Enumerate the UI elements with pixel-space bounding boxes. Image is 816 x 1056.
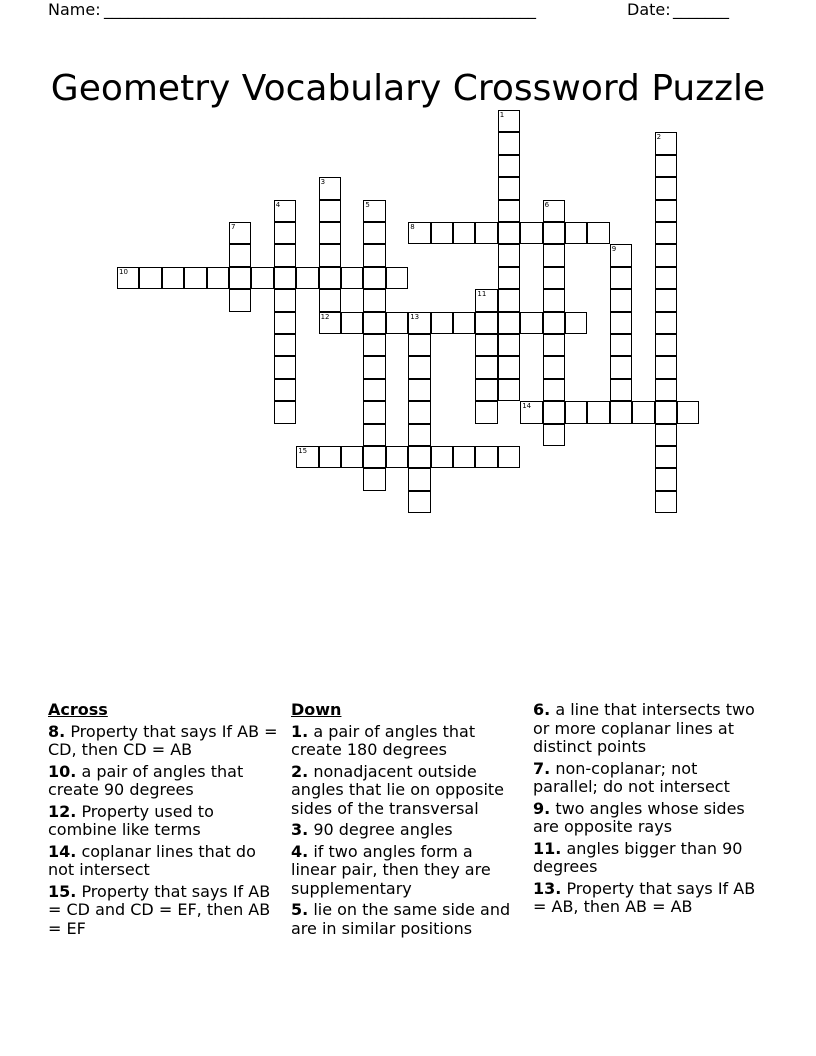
grid-cell[interactable] bbox=[408, 424, 430, 446]
grid-cell-number: 6 bbox=[544, 200, 550, 209]
grid-cell-number: 1 bbox=[499, 111, 505, 119]
clue-number: 6. bbox=[533, 700, 551, 719]
grid-cell[interactable] bbox=[520, 222, 542, 244]
down-clues-continued bbox=[533, 701, 765, 920]
down-clues bbox=[291, 701, 523, 941]
grid-cell[interactable] bbox=[341, 267, 363, 289]
clue-text: Property that says If AB = AB, then AB = AB bbox=[533, 878, 756, 916]
grid-cell[interactable] bbox=[498, 334, 520, 356]
grid-cell[interactable] bbox=[274, 356, 296, 378]
grid-cell[interactable] bbox=[431, 446, 453, 468]
grid-cell[interactable] bbox=[274, 334, 296, 356]
grid-cell[interactable] bbox=[610, 401, 632, 423]
grid-cell[interactable] bbox=[408, 446, 430, 468]
grid-cell[interactable] bbox=[453, 446, 475, 468]
grid-cell[interactable] bbox=[498, 244, 520, 266]
grid-cell[interactable] bbox=[498, 132, 520, 154]
grid-cell[interactable] bbox=[408, 222, 430, 244]
clue-item bbox=[291, 901, 523, 938]
grid-cell[interactable] bbox=[207, 267, 229, 289]
grid-cell[interactable] bbox=[319, 267, 341, 289]
grid-cell[interactable] bbox=[655, 312, 677, 334]
grid-cell[interactable] bbox=[543, 312, 565, 334]
grid-cell[interactable] bbox=[319, 244, 341, 266]
clue-item bbox=[533, 840, 765, 877]
grid-cell-number: 2 bbox=[656, 133, 662, 142]
grid-cell-number: 14 bbox=[522, 402, 532, 411]
clue-text: nonadjacent outside angles that lie on opposite sides of the transversal bbox=[291, 761, 505, 818]
grid-cell[interactable] bbox=[229, 267, 251, 289]
grid-cell[interactable] bbox=[341, 312, 363, 334]
grid-cell[interactable] bbox=[655, 424, 677, 446]
grid-cell[interactable] bbox=[408, 379, 430, 401]
clue-item bbox=[48, 803, 280, 840]
clue-number: 9. bbox=[533, 798, 551, 818]
grid-cell-number: 12 bbox=[320, 312, 330, 321]
grid-cell[interactable] bbox=[363, 401, 385, 423]
grid-cell[interactable] bbox=[475, 379, 497, 401]
grid-cell[interactable] bbox=[319, 177, 341, 199]
grid-cell[interactable] bbox=[543, 289, 565, 311]
grid-cell[interactable] bbox=[475, 446, 497, 468]
grid-cell[interactable] bbox=[386, 267, 408, 289]
grid-cell[interactable] bbox=[475, 289, 497, 311]
grid-cell[interactable] bbox=[610, 244, 632, 266]
grid-cell[interactable] bbox=[610, 334, 632, 356]
grid-cell[interactable] bbox=[408, 312, 430, 334]
clue-text: non-coplanar; not parallel; do not intersect bbox=[533, 758, 730, 796]
grid-cell[interactable] bbox=[229, 244, 251, 266]
grid-cell[interactable] bbox=[587, 222, 609, 244]
clue-text: 90 degree angles bbox=[313, 820, 453, 839]
grid-cell[interactable] bbox=[296, 446, 318, 468]
clue-text: Property that says If AB = CD, then CD = AB bbox=[48, 721, 278, 759]
grid-cell[interactable] bbox=[498, 312, 520, 334]
clue-text: a pair of angles that create 180 degrees bbox=[291, 721, 476, 759]
grid-cell[interactable] bbox=[610, 289, 632, 311]
puzzle-title: Geometry Vocabulary Crossword Puzzle bbox=[50, 68, 766, 110]
grid-cell[interactable] bbox=[520, 312, 542, 334]
grid-cell[interactable] bbox=[610, 267, 632, 289]
grid-cell[interactable] bbox=[475, 222, 497, 244]
grid-cell[interactable] bbox=[139, 267, 161, 289]
grid-cell[interactable] bbox=[229, 289, 251, 311]
clue-item bbox=[48, 843, 280, 880]
clue-number: 7. bbox=[533, 758, 551, 778]
clue-item bbox=[291, 843, 523, 899]
grid-cell[interactable] bbox=[610, 312, 632, 334]
grid-cell[interactable] bbox=[386, 446, 408, 468]
grid-cell[interactable] bbox=[274, 200, 296, 222]
grid-cell[interactable] bbox=[274, 267, 296, 289]
grid-cell[interactable] bbox=[274, 244, 296, 266]
grid-cell[interactable] bbox=[520, 401, 542, 423]
clue-number: 4. bbox=[291, 841, 309, 861]
grid-cell[interactable] bbox=[543, 379, 565, 401]
clue-item bbox=[533, 701, 765, 757]
grid-cell[interactable] bbox=[453, 222, 475, 244]
grid-cell[interactable] bbox=[655, 155, 677, 177]
grid-cell[interactable] bbox=[274, 289, 296, 311]
grid-cell[interactable] bbox=[475, 401, 497, 423]
grid-cell-number: 9 bbox=[611, 245, 617, 254]
grid-cell[interactable] bbox=[408, 468, 430, 490]
grid-cell[interactable] bbox=[296, 267, 318, 289]
grid-cell-number: 8 bbox=[410, 223, 415, 231]
grid-cell[interactable] bbox=[655, 379, 677, 401]
grid-cell[interactable] bbox=[386, 312, 408, 334]
grid-cell[interactable] bbox=[498, 356, 520, 378]
name-blank: ______________________________________________________ bbox=[104, 0, 536, 19]
grid-cell[interactable] bbox=[498, 222, 520, 244]
clue-item bbox=[291, 821, 523, 840]
clue-number: 14. bbox=[48, 841, 77, 861]
clue-number: 2. bbox=[291, 761, 309, 781]
grid-cell[interactable] bbox=[677, 401, 699, 423]
clue-text: coplanar lines that do not intersect bbox=[48, 841, 256, 879]
clue-text: lie on the same side and are in similar positions bbox=[291, 900, 511, 938]
grid-cell[interactable] bbox=[498, 267, 520, 289]
clue-item bbox=[48, 723, 280, 760]
grid-cell[interactable] bbox=[274, 401, 296, 423]
grid-cell-number: 5 bbox=[365, 200, 370, 209]
clue-number: 12. bbox=[48, 801, 77, 821]
grid-cell[interactable] bbox=[543, 356, 565, 378]
grid-cell[interactable] bbox=[274, 312, 296, 334]
grid-cell[interactable] bbox=[162, 267, 184, 289]
clue-number: 10. bbox=[48, 761, 77, 781]
grid-cell[interactable] bbox=[363, 379, 385, 401]
grid-cell[interactable] bbox=[475, 334, 497, 356]
grid-cell[interactable] bbox=[655, 132, 677, 154]
clue-item bbox=[48, 883, 280, 939]
clue-text: angles bigger than 90 degrees bbox=[533, 838, 743, 876]
grid-cell[interactable] bbox=[319, 200, 341, 222]
grid-cell[interactable] bbox=[363, 289, 385, 311]
grid-cell[interactable] bbox=[408, 356, 430, 378]
clue-number: 1. bbox=[291, 721, 309, 741]
grid-cell[interactable] bbox=[655, 222, 677, 244]
grid-cell-number: 15 bbox=[298, 447, 308, 455]
grid-cell[interactable] bbox=[655, 244, 677, 266]
grid-cell-number: 13 bbox=[410, 312, 420, 321]
clue-text: two angles whose sides are opposite rays bbox=[533, 798, 745, 836]
grid-cell[interactable] bbox=[632, 401, 654, 423]
grid-cell[interactable] bbox=[543, 424, 565, 446]
clue-item bbox=[291, 763, 523, 819]
grid-cell[interactable] bbox=[655, 267, 677, 289]
grid-cell[interactable] bbox=[408, 491, 430, 513]
grid-cell[interactable] bbox=[363, 267, 385, 289]
grid-cell[interactable] bbox=[117, 267, 139, 289]
grid-cell[interactable] bbox=[475, 356, 497, 378]
grid-cell[interactable] bbox=[498, 200, 520, 222]
grid-cell[interactable] bbox=[229, 222, 251, 244]
grid-cell[interactable] bbox=[543, 200, 565, 222]
clue-text: Property that says If AB = CD and CD = EF, then AB = EF bbox=[48, 881, 271, 938]
clue-number: 11. bbox=[533, 838, 562, 858]
grid-cell-number: 10 bbox=[119, 267, 128, 276]
grid-cell[interactable] bbox=[363, 312, 385, 334]
grid-cell[interactable] bbox=[498, 289, 520, 311]
grid-cell[interactable] bbox=[610, 356, 632, 378]
grid-cell[interactable] bbox=[655, 446, 677, 468]
across-clues bbox=[48, 701, 280, 941]
grid-cell[interactable] bbox=[655, 200, 677, 222]
grid-cell[interactable] bbox=[363, 244, 385, 266]
grid-cell[interactable] bbox=[543, 267, 565, 289]
grid-cell[interactable] bbox=[274, 222, 296, 244]
grid-cell[interactable] bbox=[543, 401, 565, 423]
grid-cell[interactable] bbox=[610, 379, 632, 401]
down-heading: Down bbox=[291, 700, 342, 719]
grid-cell[interactable] bbox=[655, 356, 677, 378]
clue-item bbox=[533, 880, 765, 917]
grid-cell[interactable] bbox=[274, 379, 296, 401]
grid-cell[interactable] bbox=[587, 401, 609, 423]
date-blank: _______ bbox=[673, 0, 729, 19]
date-label: Date: bbox=[627, 0, 671, 19]
grid-cell[interactable] bbox=[363, 446, 385, 468]
grid-cell[interactable] bbox=[498, 155, 520, 177]
grid-cell[interactable] bbox=[543, 222, 565, 244]
clue-item bbox=[533, 800, 765, 837]
clue-number: 8. bbox=[48, 721, 66, 741]
grid-cell-number: 7 bbox=[231, 223, 236, 231]
clue-text: if two angles form a linear pair, then they are supplementary bbox=[291, 841, 491, 898]
grid-cell[interactable] bbox=[408, 401, 430, 423]
grid-cell-number: 3 bbox=[320, 178, 326, 187]
grid-cell[interactable] bbox=[498, 110, 520, 132]
clue-text: a pair of angles that create 90 degrees bbox=[48, 761, 244, 799]
grid-cell-number: 11 bbox=[477, 290, 487, 299]
clue-item bbox=[48, 763, 280, 800]
grid-cell[interactable] bbox=[655, 334, 677, 356]
grid-cell[interactable] bbox=[319, 222, 341, 244]
grid-cell[interactable] bbox=[319, 446, 341, 468]
grid-cell[interactable] bbox=[431, 312, 453, 334]
grid-cell[interactable] bbox=[498, 446, 520, 468]
grid-cell[interactable] bbox=[319, 289, 341, 311]
clue-number: 3. bbox=[291, 820, 309, 839]
clue-text: a line that intersects two or more coplanar lines at distinct points bbox=[533, 700, 755, 756]
clue-number: 15. bbox=[48, 881, 77, 901]
grid-cell[interactable] bbox=[565, 401, 587, 423]
grid-cell[interactable] bbox=[363, 334, 385, 356]
name-label: Name: bbox=[48, 0, 101, 19]
across-heading: Across bbox=[48, 700, 108, 719]
grid-cell[interactable] bbox=[363, 200, 385, 222]
grid-cell[interactable] bbox=[565, 312, 587, 334]
clue-text: Property used to combine like terms bbox=[48, 801, 214, 839]
grid-cell[interactable] bbox=[453, 312, 475, 334]
grid-cell[interactable] bbox=[341, 446, 363, 468]
clue-item bbox=[533, 760, 765, 797]
grid-cell[interactable] bbox=[543, 244, 565, 266]
grid-cell-number: 4 bbox=[275, 200, 281, 209]
clue-item bbox=[291, 723, 523, 760]
clue-number: 13. bbox=[533, 878, 562, 898]
grid-cell[interactable] bbox=[655, 468, 677, 490]
grid-cell[interactable] bbox=[251, 267, 273, 289]
grid-cell[interactable] bbox=[655, 491, 677, 513]
grid-cell[interactable] bbox=[184, 267, 206, 289]
grid-cell[interactable] bbox=[363, 424, 385, 446]
grid-cell[interactable] bbox=[655, 177, 677, 199]
grid-cell[interactable] bbox=[363, 468, 385, 490]
grid-cell[interactable] bbox=[655, 401, 677, 423]
grid-cell[interactable] bbox=[543, 334, 565, 356]
grid-cell[interactable] bbox=[498, 379, 520, 401]
grid-cell[interactable] bbox=[475, 312, 497, 334]
grid-cell[interactable] bbox=[431, 222, 453, 244]
grid-cell[interactable] bbox=[363, 222, 385, 244]
grid-cell[interactable] bbox=[408, 334, 430, 356]
grid-cell[interactable] bbox=[319, 312, 341, 334]
grid-cell[interactable] bbox=[498, 177, 520, 199]
grid-cell[interactable] bbox=[655, 289, 677, 311]
grid-cell[interactable] bbox=[565, 222, 587, 244]
clue-number: 5. bbox=[291, 900, 309, 919]
grid-cell[interactable] bbox=[363, 356, 385, 378]
